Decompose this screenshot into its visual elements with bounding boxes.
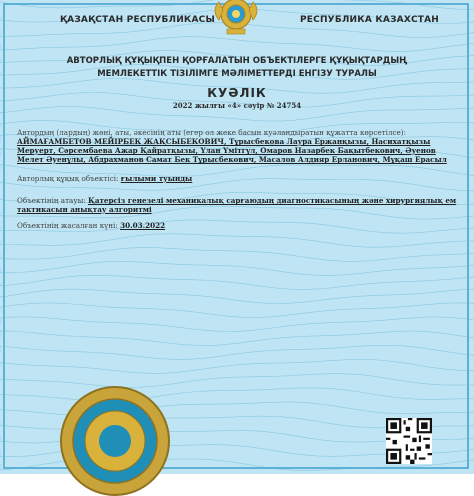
date-and-number: 2022 жылғы «4» сәуір № 24754 [172,101,302,110]
created-date-block [17,221,457,230]
qr-code-icon [386,418,432,464]
object-type-block [17,174,457,183]
title-line-2: МЕМЛЕКЕТТІК ТІЗІЛІМГЕ МӘЛІМЕТТЕРДІ ЕНГІЗУ ТУРАЛЫ [97,69,377,79]
authors-label: Автордың (лардың) жөні, аты, әкесінің аты (егер ол жеке басын куәландыратын құжатта көрсетілсе): [17,128,407,137]
object-name-value: Қатерсіз генезелі механикалық сарғаюдың диагностикасының және хирургиялық ем тактикасын анықтау алгоритмі [17,196,457,214]
title-line-1: АВТОРЛЫҚ ҚҰҚЫҚПЕН ҚОРҒАЛАТЫН ОБЪЕКТІЛЕРГЕ ҚҰҚЫҚТАРДЫҢ [66,56,408,66]
document-name: КУӘЛІК [207,86,267,100]
header-left-text: ҚАЗАҚСТАН РЕСПУБЛИКАСЫ [60,15,215,25]
authors-value: АЙМАҒАМБЕТОВ МЕЙІРБЕК ЖАҚСЫБЕКОВИЧ, Тұрысбекова Лаура Ержанқызы, Насихатқызы Меруерт, Сәрсембаева Ажар Қайратқызы, Үлан Үмітгүл, Омаров Назарбек Бақытбекович, Әуенов Мелет Әуенұлы, Абдрахманов Самат Бек Тұрысбекович, Масалов Алдияр Ерланович, Мұқаш Ерасыл [17,137,447,164]
object-type-label: Авторлық құқық объектісі: [17,174,119,183]
object-name-block [17,196,457,214]
header-right-text: РЕСПУБЛИКА КАЗАХСТАН [300,15,440,25]
object-name-label: Объектінің атауы: [17,196,86,205]
state-emblem-icon [205,0,267,40]
authors-block [17,128,457,164]
object-type-value: ғылыми туынды [120,174,193,183]
created-date-label: Объектінің жасалған күні: [17,221,118,230]
gold-seal-icon [60,386,170,496]
created-date-value: 30.03.2022 [120,221,166,230]
